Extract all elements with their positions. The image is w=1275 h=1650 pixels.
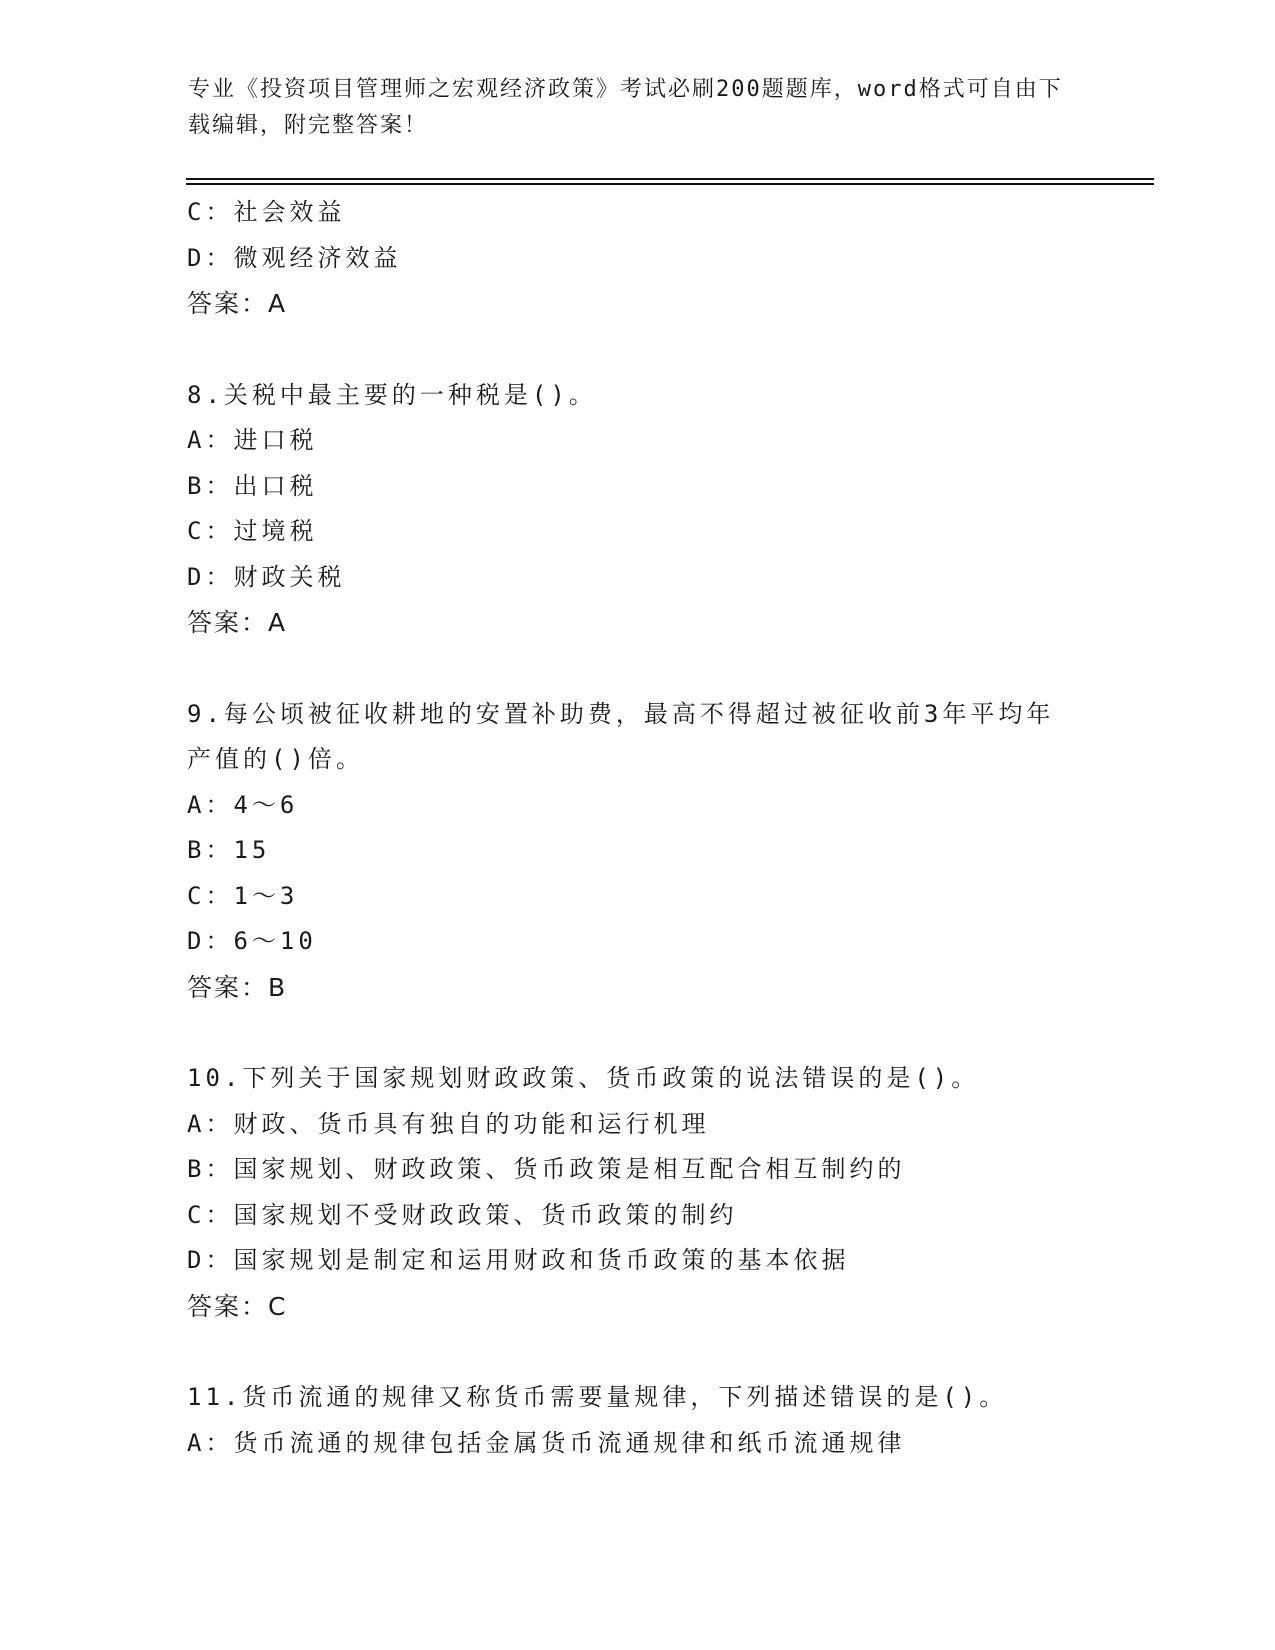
option-c: C：过境税 <box>187 517 318 545</box>
option-c: C：国家规划不受财政政策、货币政策的制约 <box>187 1200 738 1229</box>
option-d: D：财政关税 <box>187 562 346 591</box>
question-stem: 11.货币流通的规律又称货币需要量规律，下列描述错误的是()。 <box>187 1383 1008 1411</box>
header-rule-top <box>186 178 1154 180</box>
option-b: B：出口税 <box>187 471 318 500</box>
question-10 <box>187 1056 1087 1329</box>
question-stem: 10.下列关于国家规划财政政策、货币政策的说法错误的是()。 <box>187 1064 980 1092</box>
answer-line: 答案：C <box>187 1291 288 1321</box>
option-a: A：4～6 <box>187 790 299 819</box>
spacer <box>187 327 1087 373</box>
question-stem: 9.每公顷被征收耕地的安置补助费，最高不得超过被征收前3年平均年产值的()倍。 <box>187 699 1055 773</box>
option-b: B：15 <box>187 836 271 864</box>
question-9 <box>187 692 1087 1011</box>
question-stem: 8.关税中最主要的一种税是()。 <box>187 380 597 409</box>
question-content <box>187 190 1087 1466</box>
option-a: A：进口税 <box>187 426 318 454</box>
option-c: C：社会效益 <box>187 198 346 226</box>
option-d: D：6～10 <box>187 927 317 955</box>
question-7-continuation <box>187 190 1087 327</box>
spacer <box>187 646 1087 692</box>
option-a: A：财政、货币具有独自的功能和运行机理 <box>187 1109 710 1138</box>
question-11 <box>187 1375 1087 1466</box>
question-8 <box>187 373 1087 646</box>
answer-line: 答案：A <box>187 289 288 318</box>
option-d: D：微观经济效益 <box>187 243 402 272</box>
option-b: B：国家规划、财政政策、货币政策是相互配合相互制约的 <box>187 1155 906 1183</box>
spacer <box>187 1010 1087 1056</box>
spacer <box>187 1329 1087 1375</box>
answer-line: 答案：A <box>187 608 288 637</box>
option-d: D：国家规划是制定和运用财政和货币政策的基本依据 <box>187 1246 850 1274</box>
header-rule-bottom <box>186 183 1154 185</box>
option-c: C：1～3 <box>187 881 299 910</box>
page-header: 专业《投资项目管理师之宏观经济政策》考试必刷200题题库，word格式可自由下载编辑，附完整答案！ <box>188 77 1063 138</box>
answer-line: 答案：B <box>187 972 288 1002</box>
option-a: A：货币流通的规律包括金属货币流通规律和纸币流通规律 <box>187 1428 906 1457</box>
